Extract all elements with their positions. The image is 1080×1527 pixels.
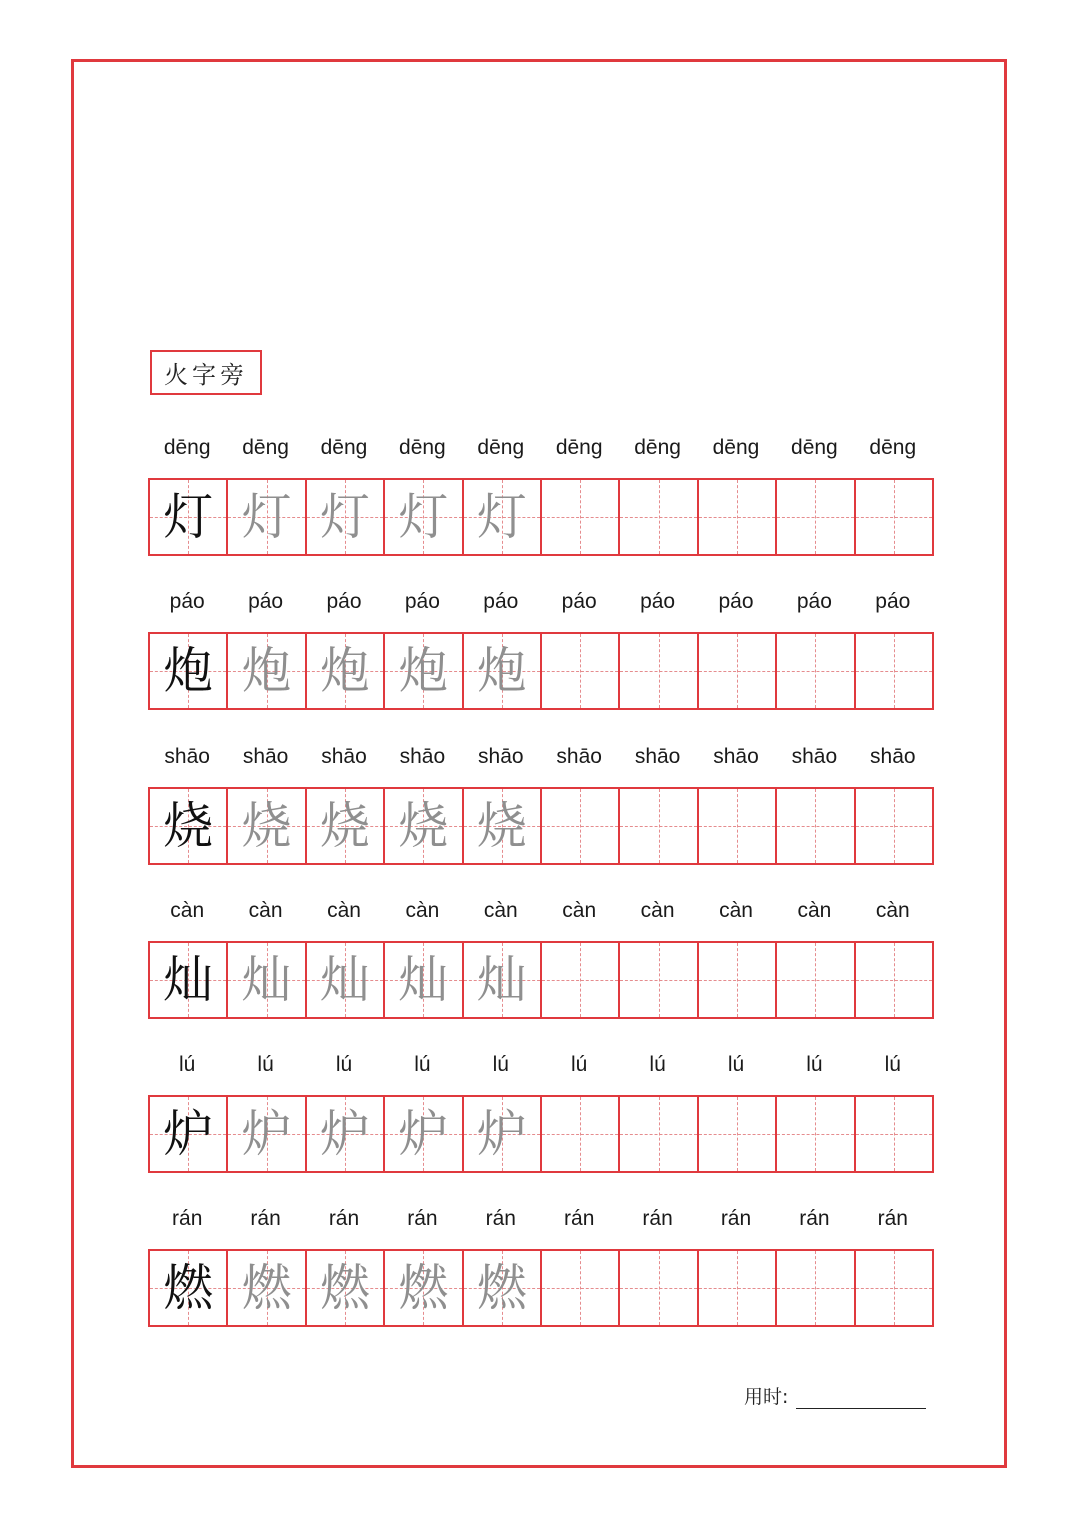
pinyin-label: shāo xyxy=(478,745,524,768)
pinyin-label: lú xyxy=(884,1053,901,1076)
guide-line-horizontal xyxy=(856,671,932,672)
guide-line-horizontal xyxy=(699,826,775,827)
guide-line-horizontal xyxy=(699,671,775,672)
writing-cell[interactable] xyxy=(540,789,618,863)
pinyin-label: càn xyxy=(405,899,440,922)
pinyin-label: dēng xyxy=(320,436,368,459)
trace-character: 灯 xyxy=(320,488,371,546)
writing-cell[interactable] xyxy=(150,1097,226,1171)
writing-cell[interactable] xyxy=(462,943,540,1017)
writing-cell[interactable] xyxy=(618,634,696,708)
guide-line-horizontal xyxy=(620,826,696,827)
time-label: 用时: xyxy=(744,1386,789,1408)
writing-cell[interactable] xyxy=(540,480,618,554)
pinyin-label: càn xyxy=(483,899,518,922)
pinyin-label: páo xyxy=(326,590,362,613)
writing-cell[interactable] xyxy=(854,1097,932,1171)
pinyin-label: dēng xyxy=(163,436,211,459)
model-character: 炮 xyxy=(163,642,214,700)
trace-character: 炮 xyxy=(476,642,527,700)
trace-character: 烧 xyxy=(320,797,371,855)
pinyin-line xyxy=(148,1207,934,1247)
pinyin-label: páo xyxy=(796,590,832,613)
writing-cell[interactable] xyxy=(854,943,932,1017)
writing-cell[interactable] xyxy=(462,480,540,554)
pinyin-label: shāo xyxy=(321,745,367,768)
pinyin-label: rán xyxy=(407,1207,438,1230)
pinyin-label: dēng xyxy=(634,436,681,459)
pinyin-label: shāo xyxy=(713,745,759,768)
guide-line-horizontal xyxy=(856,1134,932,1135)
trace-character: 灿 xyxy=(320,951,371,1009)
pinyin-label: rán xyxy=(485,1207,516,1230)
pinyin-line xyxy=(148,1053,934,1093)
writing-cell[interactable] xyxy=(226,1097,304,1171)
trace-character: 烧 xyxy=(241,797,292,855)
trace-character: 灿 xyxy=(241,951,292,1009)
pinyin-label: rán xyxy=(172,1207,203,1230)
pinyin-label: càn xyxy=(562,899,597,922)
pinyin-label: lú xyxy=(414,1053,431,1076)
writing-cell[interactable] xyxy=(697,480,775,554)
section-title: 火字旁 xyxy=(150,350,262,395)
pinyin-label: rán xyxy=(250,1207,281,1230)
writing-cell[interactable] xyxy=(618,1097,696,1171)
writing-cell[interactable] xyxy=(775,1251,853,1325)
time-input-line[interactable] xyxy=(796,1388,926,1409)
writing-cell[interactable] xyxy=(305,943,383,1017)
trace-character: 炮 xyxy=(320,642,371,700)
writing-grid xyxy=(148,1249,934,1327)
guide-line-horizontal xyxy=(620,1288,696,1289)
writing-cell[interactable] xyxy=(150,789,226,863)
pinyin-label: lú xyxy=(806,1053,823,1076)
pinyin-label: shāo xyxy=(556,745,602,768)
pinyin-line xyxy=(148,745,934,785)
model-character: 灿 xyxy=(163,951,214,1009)
writing-cell[interactable] xyxy=(618,789,696,863)
practice-row xyxy=(148,899,934,1009)
guide-line-horizontal xyxy=(542,1288,618,1289)
pinyin-label: páo xyxy=(248,590,284,613)
pinyin-label: lú xyxy=(257,1053,274,1076)
pinyin-label: lú xyxy=(571,1053,588,1076)
pinyin-label: rán xyxy=(328,1207,360,1230)
guide-line-horizontal xyxy=(777,980,853,981)
guide-line-horizontal xyxy=(856,826,932,827)
trace-character: 炮 xyxy=(241,642,292,700)
trace-character: 燃 xyxy=(241,1259,292,1317)
pinyin-label: càn xyxy=(327,899,361,922)
pinyin-label: lú xyxy=(492,1053,509,1076)
writing-cell[interactable] xyxy=(540,943,618,1017)
trace-character: 燃 xyxy=(398,1259,449,1317)
writing-cell[interactable] xyxy=(618,943,696,1017)
trace-character: 烧 xyxy=(476,797,527,855)
writing-grid xyxy=(148,478,934,556)
writing-cell[interactable] xyxy=(305,789,383,863)
writing-cell[interactable] xyxy=(854,789,932,863)
pinyin-label: páo xyxy=(640,590,676,613)
guide-line-horizontal xyxy=(856,517,932,518)
writing-grid xyxy=(148,1095,934,1173)
writing-cell[interactable] xyxy=(775,480,853,554)
guide-line-horizontal xyxy=(542,1134,618,1135)
writing-cell[interactable] xyxy=(697,789,775,863)
writing-cell[interactable] xyxy=(150,1251,226,1325)
guide-line-horizontal xyxy=(777,517,853,518)
guide-line-horizontal xyxy=(699,517,775,518)
writing-cell[interactable] xyxy=(305,1251,383,1325)
writing-cell[interactable] xyxy=(226,943,304,1017)
pinyin-line xyxy=(148,590,934,630)
writing-cell[interactable] xyxy=(383,480,461,554)
guide-line-horizontal xyxy=(777,826,853,827)
writing-cell[interactable] xyxy=(226,1251,304,1325)
writing-cell[interactable] xyxy=(775,943,853,1017)
pinyin-label: rán xyxy=(642,1207,673,1230)
writing-cell[interactable] xyxy=(618,1251,696,1325)
guide-line-horizontal xyxy=(777,1134,853,1135)
pinyin-label: dēng xyxy=(791,436,838,459)
writing-cell[interactable] xyxy=(697,943,775,1017)
writing-cell[interactable] xyxy=(383,1097,461,1171)
pinyin-label: càn xyxy=(640,899,675,922)
guide-line-horizontal xyxy=(856,1288,932,1289)
guide-line-horizontal xyxy=(542,826,618,827)
writing-cell[interactable] xyxy=(383,634,461,708)
writing-cell[interactable] xyxy=(383,943,461,1017)
pinyin-label: shāo xyxy=(870,745,916,768)
writing-cell[interactable] xyxy=(305,1097,383,1171)
guide-line-horizontal xyxy=(620,517,696,518)
writing-cell[interactable] xyxy=(150,634,226,708)
pinyin-label: shāo xyxy=(399,745,446,768)
pinyin-label: càn xyxy=(719,899,753,922)
pinyin-label: páo xyxy=(718,590,754,613)
pinyin-label: páo xyxy=(561,590,597,613)
pinyin-label: lú xyxy=(179,1053,196,1076)
pinyin-label: dēng xyxy=(477,436,525,459)
writing-grid xyxy=(148,632,934,710)
pinyin-label: páo xyxy=(875,590,911,613)
pinyin-label: páo xyxy=(404,590,440,613)
pinyin-label: shāo xyxy=(791,745,838,768)
trace-character: 烧 xyxy=(398,797,449,855)
pinyin-line xyxy=(148,899,934,939)
trace-character: 灯 xyxy=(398,488,449,546)
pinyin-label: dēng xyxy=(242,436,289,459)
writing-cell[interactable] xyxy=(150,943,226,1017)
writing-cell[interactable] xyxy=(462,634,540,708)
guide-line-horizontal xyxy=(542,671,618,672)
writing-cell[interactable] xyxy=(854,1251,932,1325)
writing-cell[interactable] xyxy=(775,1097,853,1171)
writing-cell[interactable] xyxy=(383,789,461,863)
guide-line-horizontal xyxy=(620,1134,696,1135)
writing-cell[interactable] xyxy=(305,480,383,554)
pinyin-label: rán xyxy=(799,1207,830,1230)
pinyin-label: shāo xyxy=(164,745,210,768)
guide-line-horizontal xyxy=(699,1134,775,1135)
writing-cell[interactable] xyxy=(854,480,932,554)
practice-row xyxy=(148,1207,934,1317)
writing-cell[interactable] xyxy=(775,634,853,708)
writing-cell[interactable] xyxy=(775,789,853,863)
time-spent xyxy=(744,1382,926,1409)
trace-character: 燃 xyxy=(320,1259,371,1317)
guide-line-horizontal xyxy=(777,1288,853,1289)
trace-character: 燃 xyxy=(476,1259,527,1317)
pinyin-label: rán xyxy=(877,1207,908,1230)
guide-line-horizontal xyxy=(620,980,696,981)
pinyin-label: dēng xyxy=(399,436,446,459)
pinyin-label: càn xyxy=(797,899,832,922)
pinyin-label: dēng xyxy=(869,436,917,459)
writing-cell[interactable] xyxy=(540,1097,618,1171)
trace-character: 炉 xyxy=(398,1105,449,1163)
pinyin-line xyxy=(148,436,934,476)
guide-line-horizontal xyxy=(542,980,618,981)
trace-character: 炉 xyxy=(320,1105,371,1163)
practice-row xyxy=(148,436,934,546)
writing-cell[interactable] xyxy=(462,1251,540,1325)
guide-line-horizontal xyxy=(777,671,853,672)
model-character: 炉 xyxy=(163,1105,214,1163)
writing-cell[interactable] xyxy=(383,1251,461,1325)
writing-cell[interactable] xyxy=(540,634,618,708)
writing-cell[interactable] xyxy=(462,789,540,863)
pinyin-label: lú xyxy=(335,1053,353,1076)
pinyin-label: lú xyxy=(727,1053,745,1076)
writing-cell[interactable] xyxy=(226,480,304,554)
pinyin-label: càn xyxy=(248,899,283,922)
pinyin-label: càn xyxy=(875,899,910,922)
model-character: 灯 xyxy=(163,488,214,546)
guide-line-horizontal xyxy=(856,980,932,981)
pinyin-label: lú xyxy=(649,1053,666,1076)
writing-cell[interactable] xyxy=(226,634,304,708)
trace-character: 炮 xyxy=(398,642,449,700)
pinyin-label: páo xyxy=(169,590,205,613)
model-character: 燃 xyxy=(163,1259,214,1317)
pinyin-label: páo xyxy=(483,590,519,613)
practice-row xyxy=(148,745,934,855)
guide-line-horizontal xyxy=(620,671,696,672)
writing-cell[interactable] xyxy=(697,1097,775,1171)
trace-character: 炉 xyxy=(476,1105,527,1163)
pinyin-label: shāo xyxy=(634,745,681,768)
trace-character: 灯 xyxy=(476,488,527,546)
writing-cell[interactable] xyxy=(618,480,696,554)
trace-character: 灿 xyxy=(476,951,527,1009)
model-character: 烧 xyxy=(163,797,214,855)
guide-line-horizontal xyxy=(699,980,775,981)
pinyin-label: dēng xyxy=(712,436,760,459)
writing-cell[interactable] xyxy=(540,1251,618,1325)
writing-cell[interactable] xyxy=(150,480,226,554)
writing-cell[interactable] xyxy=(697,1251,775,1325)
writing-grid xyxy=(148,941,934,1019)
writing-cell[interactable] xyxy=(305,634,383,708)
pinyin-label: rán xyxy=(564,1207,595,1230)
trace-character: 灯 xyxy=(241,488,292,546)
pinyin-label: rán xyxy=(720,1207,752,1230)
practice-row xyxy=(148,590,934,700)
writing-grid xyxy=(148,787,934,865)
writing-cell[interactable] xyxy=(854,634,932,708)
pinyin-label: dēng xyxy=(555,436,603,459)
writing-cell[interactable] xyxy=(226,789,304,863)
pinyin-label: shāo xyxy=(242,745,289,768)
trace-character: 炉 xyxy=(241,1105,292,1163)
practice-row xyxy=(148,1053,934,1163)
guide-line-horizontal xyxy=(699,1288,775,1289)
pinyin-label: càn xyxy=(170,899,205,922)
writing-cell[interactable] xyxy=(697,634,775,708)
guide-line-horizontal xyxy=(542,517,618,518)
writing-cell[interactable] xyxy=(462,1097,540,1171)
trace-character: 灿 xyxy=(398,951,449,1009)
